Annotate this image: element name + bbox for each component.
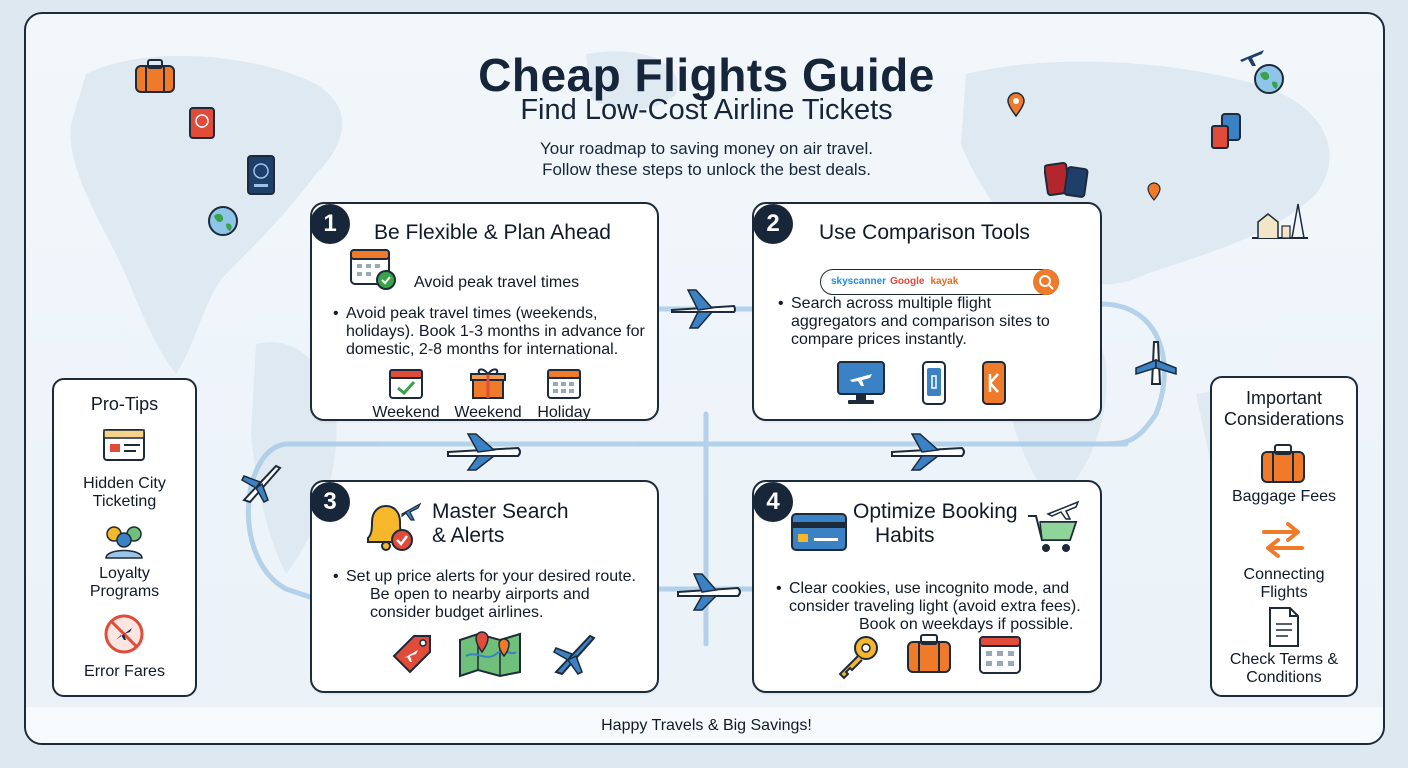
step-3-title-line-1: Master Search xyxy=(432,500,569,523)
baggage-icon xyxy=(1260,442,1306,484)
pro-tip-1-line-2: Ticketing xyxy=(92,493,157,510)
pro-tip-hidden-city xyxy=(52,475,197,511)
step-4-description xyxy=(789,580,1099,634)
step-4-title-line-2: Habits xyxy=(875,524,935,547)
pro-tip-1-line-1: Hidden City xyxy=(83,475,166,492)
step-2-line-2: aggregators and comparison sites to xyxy=(791,313,1050,330)
step-4-line-2: consider traveling light (avoid extra fees). xyxy=(789,598,1081,615)
connecting-arrows-icon xyxy=(1260,520,1306,560)
step-1-icon-label-2: Weekend xyxy=(454,404,522,421)
pro-tips-title: Pro-Tips xyxy=(90,394,159,414)
consideration-connecting-flights xyxy=(1210,566,1358,602)
consideration-3-line-2: Conditions xyxy=(1246,669,1322,686)
plane-icon-connector-3 xyxy=(444,430,524,474)
map-pin-icon-small xyxy=(1146,182,1162,202)
airplane-icon xyxy=(550,630,598,678)
step-4-line-1: • Clear cookies, use incognito mode, and xyxy=(789,580,1099,598)
step-1-line-3: domestic, 2-8 months for international. xyxy=(346,341,619,358)
step-1-line-1: • Avoid peak travel times (weekends, xyxy=(346,305,656,323)
brand-kayak: kayak xyxy=(930,276,959,287)
search-button[interactable] xyxy=(1033,269,1059,295)
boarding-pass-icon xyxy=(102,428,146,464)
shopping-cart-plane-icon xyxy=(1026,498,1084,554)
step-4-line-3: Book on weekdays if possible. xyxy=(859,616,1074,633)
suitcase-icon-step-4 xyxy=(906,632,952,674)
step-4-badge: 4 xyxy=(753,482,793,522)
smartphone-icon xyxy=(921,360,947,406)
plane-icon-connector-2 xyxy=(1132,338,1180,388)
step-3-description xyxy=(346,568,656,622)
consideration-2-line-1: Connecting xyxy=(1243,566,1325,583)
key-icon xyxy=(834,632,882,680)
step-2-line-3: compare prices instantly. xyxy=(791,331,967,348)
step-1-highlight: Avoid peak travel times xyxy=(414,274,580,291)
step-3-line-1: • Set up price alerts for your desired route. xyxy=(346,568,656,586)
considerations-title xyxy=(1210,388,1358,430)
intro-line-1: Your roadmap to saving money on air travel. xyxy=(540,139,873,158)
document-icon xyxy=(1266,606,1302,648)
intro-text xyxy=(26,138,1385,180)
step-2-title: Use Comparison Tools xyxy=(819,221,1030,244)
consideration-baggage-fees: Baggage Fees xyxy=(1231,488,1337,505)
calendar-icon-holiday xyxy=(546,366,582,400)
loyalty-group-icon xyxy=(100,522,148,560)
pro-tip-2-line-1: Loyalty xyxy=(99,565,150,582)
page-title: Cheap Flights Guide xyxy=(478,49,935,101)
considerations-title-line-2: Considerations xyxy=(1223,409,1345,429)
infographic-frame xyxy=(24,12,1385,745)
consideration-terms xyxy=(1210,651,1358,687)
desktop-computer-icon xyxy=(836,360,886,406)
pro-tip-loyalty xyxy=(52,565,197,601)
step-2-badge: 2 xyxy=(753,204,793,244)
calendar-check-icon-weekend xyxy=(388,366,424,400)
landmarks-icon xyxy=(1248,200,1312,240)
footer-text: Happy Travels & Big Savings! xyxy=(601,717,812,734)
step-2-description xyxy=(791,295,1091,349)
map-icon xyxy=(456,626,524,678)
step-1-title: Be Flexible & Plan Ahead xyxy=(374,221,611,244)
consideration-3-line-1: Check Terms & xyxy=(1229,651,1339,668)
plane-icon-connector-1 xyxy=(668,286,738,332)
gift-icon xyxy=(470,366,506,400)
step-3-title-line-2: & Alerts xyxy=(432,524,505,547)
intro-line-2: Follow these steps to unlock the best deals. xyxy=(542,160,871,179)
step-2-line-1: • Search across multiple flight xyxy=(791,295,1091,313)
considerations-title-line-1: Important xyxy=(1245,388,1323,408)
globe-icon xyxy=(206,204,240,238)
step-1-icon-label-1: Weekend xyxy=(372,404,440,421)
step-4-title-line-1: Optimize Booking xyxy=(853,500,1018,523)
pro-tip-error-fares: Error Fares xyxy=(84,663,165,680)
step-3-line-2: Be open to nearby airports and xyxy=(370,586,590,603)
alert-bell-icon xyxy=(360,498,424,558)
plane-icon-connector-5 xyxy=(238,460,284,506)
brand-skyscanner: skyscanner xyxy=(831,276,887,287)
plane-icon-connector-4 xyxy=(888,430,968,474)
comparison-search-bar[interactable] xyxy=(820,269,1059,295)
search-icon xyxy=(1033,269,1059,295)
plane-icon-connector-6 xyxy=(674,570,744,614)
step-3-line-3: consider budget airlines. xyxy=(370,604,544,621)
step-3-badge: 3 xyxy=(310,482,350,522)
credit-card-icon xyxy=(790,512,848,552)
error-fare-icon xyxy=(102,612,146,656)
page-subtitle: Find Low-Cost Airline Tickets xyxy=(520,94,893,126)
brand-google: Google xyxy=(890,276,925,287)
kayak-app-icon xyxy=(981,360,1007,406)
step-1-badge: 1 xyxy=(310,204,350,244)
pro-tip-2-line-2: Programs xyxy=(89,583,160,600)
calendar-icon-step-4 xyxy=(978,632,1022,676)
step-1-line-2: holidays). Book 1-3 months in advance for xyxy=(346,323,645,340)
calendar-check-icon xyxy=(348,244,398,290)
step-1-icon-label-3: Holiday xyxy=(537,404,591,421)
consideration-2-line-2: Flights xyxy=(1260,584,1308,601)
step-1-description xyxy=(346,305,656,359)
price-tag-icon xyxy=(388,630,436,678)
